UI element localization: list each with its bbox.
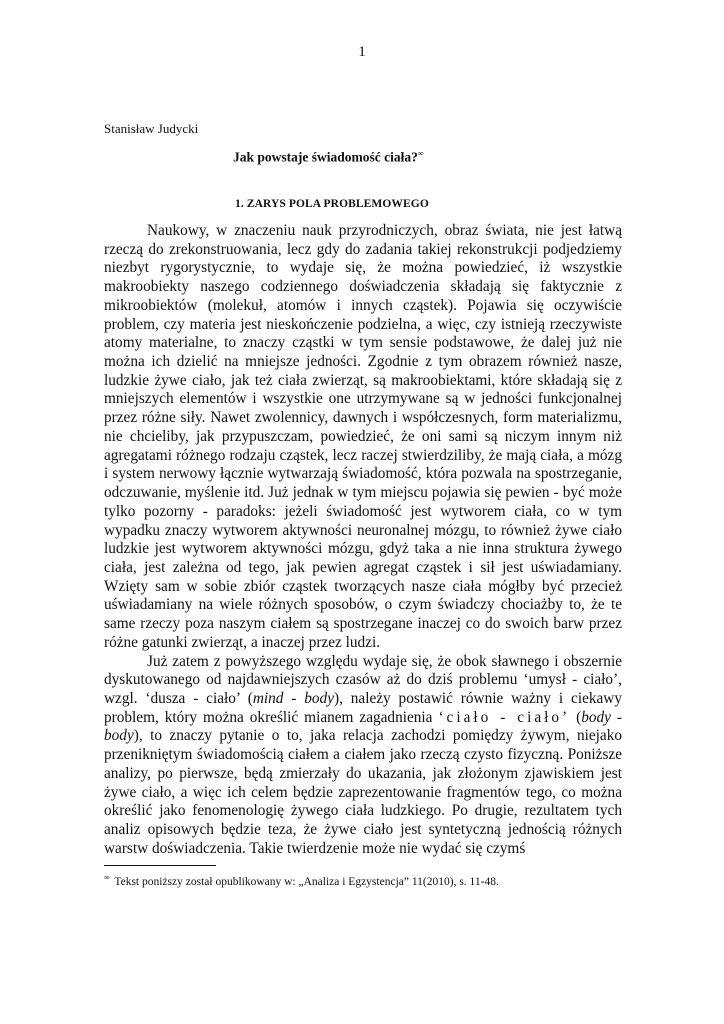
paragraph-1: Naukowy, w znaczeniu nauk przyrodniczych, obraz świata, nie jest łatwą rzeczą do zrekonstruowania, lecz gdy do zadania takiej rekonstrukcji podjedziemy niezbyt rygorystycznie, to wydaje się, że można powiedzieć, iż wszystkie makroobiekty naszego codziennego doświadczenia składają się faktycznie z mikroobiektów (molekuł, atomów i innych cząstek). Pojawia się oczywiście problem, czy materia jest nieskończenie podzielna, a więc, czy istnieją rzeczywiste atomy materialne, to znaczy cząstki w tym sensie podstawowe, że dalej już nie można ich dzielić na mniejsze jedności. Zgodnie z tym obrazem również nasze, ludzkie żywe ciało, jak też ciała zwierząt, są makroobiektami, które składają się z mniejszych elementów i wszystkie one utrzymywane są w jedności funkcjonalnej przez różne siły. Nawet zwolennicy, dawnych i współczesnych, form materializmu, nie chcieliby, jak przypuszczam, powiedzieć, że oni sami są niczym innym niż agregatami różnego rodzaju cząstek, lecz raczej stwierdziliby, że mają ciała, a mózg i system nerwowy łącznie wytwarzają świadomość, która pozwala na spostrzeganie, odczuwanie, myślenie itd. Już jednak w tym miejscu pojawia się pewien - być może tylko pozorny - paradoks: jeżeli świadomość jest wytworem ciała, co w tym wypadku znaczy wytworem aktywności neuronalnej mózgu, to również żywe ciało ludzkie jest wytworem aktywności mózgu, gdyż taka a nie inna struktura żywego ciała, jest zależna od tego, jak pewien agregat cząstek i sił jest uświadamiany. Wzięty sam w sobie zbiór cząstek tworzących nasze ciała mógłby być przecież uświadamiany na wiele różnych sposobów, o czym świadczy chociażby to, że te same rzeczy poza naszym ciałem są spostrzegane inaczej co do swoich barw przez różne gatunki zwierząt, a inaczej przez ludzi.	[104, 222, 622, 651]
paragraph-2-part-2: ), należy postawić równie ważny i ciekawy problem, który można określić mianem zagadnienia	[104, 689, 622, 726]
paragraph-2-part-3: (	[570, 708, 582, 726]
body-text	[104, 222, 622, 858]
author-name: Stanisław Judycki	[104, 121, 199, 136]
paragraph-2-part-1: Już zatem z powyższego względu wydaje się, że obok sławnego i obszernie dyskutowanego od najdawniejszych czasów aż do dziś problemu ‘umysł - ciało’, wzgl. ‘dusza - ciało’ (	[104, 652, 622, 707]
footnote-text: Tekst poniższy został opublikowany w: „Analiza i Egzystencja” 11(2010), s. 11-48.	[114, 875, 499, 888]
paragraph-2	[104, 653, 622, 859]
body-body-term: body - body	[104, 708, 623, 745]
section-heading: 1. ZARYS POLA PROBLEMOWEGO	[235, 198, 429, 210]
title-footnote-mark: ∞	[417, 149, 424, 158]
cialo-cialo-term: ‘ciało - ciało’	[438, 708, 571, 726]
footnote-mark: ∞	[104, 873, 110, 882]
footnote	[104, 873, 499, 888]
article-title	[233, 149, 424, 166]
title-text: Jak powstaje świadomość ciała?	[233, 149, 418, 165]
page-number: 1	[358, 44, 366, 60]
footnote-separator	[104, 865, 216, 866]
paragraph-2-part-4: ), to znaczy pytanie o to, jaka relacja zachodzi pomiędzy żywym, niejako przenikniętym świadomością ciałem a ciałem jako rzeczą czysto fizyczną. Poniższe analizy, po pierwsze, będą zmierzały do ukazania, jak złożonym zjawiskiem jest żywe ciało, a więc ich celem będzie zaprezentowanie fragmentów tego, co można określić jako fenomenologię żywego ciała ludzkiego. Po drugie, rezultatem tych analiz opisowych będzie teza, że żywe ciało jest syntetyczną jednością różnych warstw doświadczenia. Takie twierdzenie może nie wydać się czymś	[104, 727, 622, 857]
mind-body-term: mind - body	[252, 689, 334, 707]
